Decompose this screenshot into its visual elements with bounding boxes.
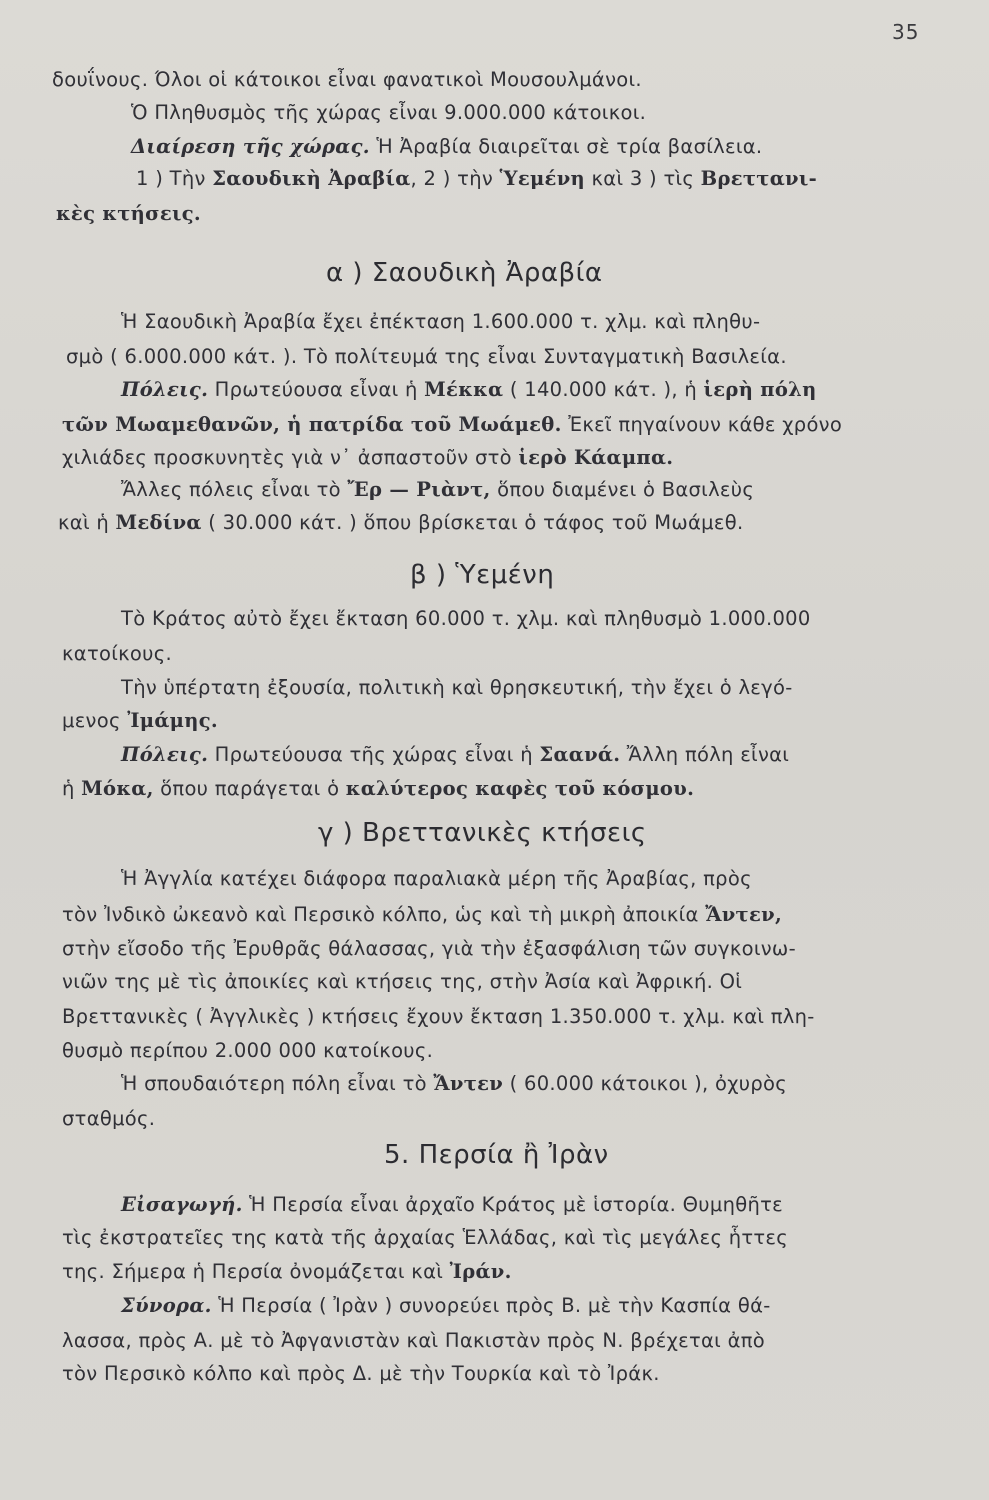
text: κατοίκους. [62,642,172,665]
text-line [131,135,762,158]
text: λασσα, πρὸς Α. μὲ τὸ Ἀφγανιστὰν καὶ Πακιστὰν πρὸς Ν. βρέχεται ἀπὸ [62,1329,765,1352]
text: ἡ [62,777,82,800]
text: ( 60.000 κάτοικοι ), ὀχυρὸς [503,1072,788,1095]
text-line [52,68,642,91]
bold-term: Σαουδικὴ Ἀραβία [212,167,411,190]
text: Ὁ Πληθυσμὸς τῆς χώρας εἶναι 9.000.000 κάτοικοι. [131,101,647,124]
text: Ἡ Ἀγγλία κατέχει διάφορα παραλιακὰ μέρη τῆς Ἀραβίας, πρὸς [121,867,752,890]
text-line [62,1107,155,1130]
text-line [66,345,787,368]
text: Ἡ Περσία ( Ἰρὰν ) συνορεύει πρὸς Β. μὲ τὴν Κασπία θά- [211,1294,771,1317]
text: καὶ 3 ) τὶς [585,167,701,190]
text-line [62,1005,815,1028]
text: Ἐκεῖ πηγαίνουν κάθε χρόνο [561,413,843,436]
text-line [131,101,646,124]
bold-term: κὲς κτήσεις. [56,202,201,225]
bold-term: ἱερὸ Κάαμπα. [518,446,674,469]
text-line [121,1294,771,1317]
text-line [56,202,201,225]
text-line [62,642,172,665]
text-line [58,511,743,534]
run-in-label: Πόλεις. [121,378,209,401]
text: καὶ ἡ [58,511,116,534]
bold-term: Σαανά. [539,743,621,766]
text-line [121,1193,783,1216]
text: στὴν εἴσοδο τῆς Ἐρυθρᾶς θάλασσας, γιὰ τὴν ἐξασφάλιση τῶν συγκοινω- [62,937,796,960]
text-line [62,1260,512,1283]
text-line [62,1039,433,1062]
text-line [121,310,760,333]
page-number: 35 [892,20,920,44]
run-in-label: Διαίρεση τῆς χώρας. [131,135,370,158]
text: ὅπου παράγεται ὁ [153,777,346,800]
text: Ἄλλες πόλεις εἶναι τὸ [121,478,348,501]
text-line [136,167,817,190]
run-in-label: Σύνορα. [121,1294,212,1317]
text: θυσμὸ περίπου 2.000 000 κατοίκους. [62,1039,434,1062]
run-in-label: Πόλεις. [121,743,209,766]
text: Ἡ σπουδαιότερη πόλη εἶναι τὸ [121,1072,434,1095]
bold-term: Ἄντεν, [705,903,783,926]
text-line [121,378,817,401]
text: τὸν Περσικὸ κόλπο καὶ πρὸς Δ. μὲ τὴν Τουρκία καὶ τὸ Ἰράκ. [62,1362,660,1385]
text: Ἄλλη πόλη εἶναι [620,743,790,766]
bold-term: Ἰράν. [449,1260,512,1283]
bold-term: Μόκα, [81,777,154,800]
bold-term: Μεδίνα [115,511,202,534]
text: Πρωτεύουσα εἶναι ἡ [208,378,425,401]
run-in-label: Εἰσαγωγή. [121,1193,243,1216]
text-line [121,1072,787,1095]
text: Τὴν ὑπέρτατη ἐξουσία, πολιτικὴ καὶ θρησκευτική, τὴν ἔχει ὁ λεγό- [121,676,793,699]
text-line [62,903,782,926]
text: Βρεττανικὲς ( Ἀγγλικὲς ) κτήσεις ἔχουν ἔκταση 1.350.000 τ. χλμ. καὶ πλη- [62,1005,815,1028]
text-line [62,937,796,960]
text: δουΐνους. Όλοι οἱ κάτοικοι εἶναι φανατικοὶ Μουσουλμάνοι. [52,68,642,91]
bold-term: Ἄντεν [433,1072,504,1095]
bold-term: τῶν Μωαμεθανῶν, ἡ πατρίδα τοῦ Μωάμεθ. [62,413,562,436]
text: , 2 ) τὴν [410,167,500,190]
text: Πρωτεύουσα τῆς χώρας εἶναι ἡ [208,743,540,766]
text-line [62,1362,660,1385]
bold-term: Ἰμάμης. [127,709,218,732]
text: Ἡ Ἀραβία διαιρεῖται σὲ τρία βασίλεια. [369,135,763,158]
text-line [121,607,811,630]
text: νιῶν της μὲ τὶς ἀποικίες καὶ κτήσεις της, στὴν Ἀσία καὶ Ἀφρική. Οἱ [62,970,743,993]
bold-term: Ὑεμένη [499,167,586,190]
text: τὶς ἐκστρατεῖες της κατὰ τῆς ἀρχαίας Ἑλλάδας, καὶ τὶς μεγάλες ἧττες [62,1226,789,1249]
text: της. Σήμερα ἡ Περσία ὀνομάζεται καὶ [62,1260,450,1283]
bold-term: Βρεττανι- [700,167,817,190]
text: χιλιάδες προσκυνητὲς γιὰ ν᾽ ἀσπαστοῦν στὸ [62,446,519,469]
text-line [121,676,793,699]
text: σταθμός. [62,1107,156,1130]
text-line [62,413,842,436]
text-line [62,446,673,469]
text-line [62,970,742,993]
text: Ἡ Σαουδικὴ Ἀραβία ἔχει ἐπέκταση 1.600.000 τ. χλμ. καὶ πληθυ- [121,310,761,333]
bold-term: Μέκκα [424,378,504,401]
text: ὅπου διαμένει ὁ Βασιλεὺς [490,478,755,501]
text: 1 ) Τὴν [136,167,213,190]
text-line [121,743,789,766]
text-line [62,777,694,800]
section-heading: 5. Περσία ἢ Ἰρὰν [384,1140,609,1170]
text: τὸν Ἰνδικὸ ὠκεανὸ καὶ Περσικὸ κόλπο, ὡς καὶ τὴ μικρὴ ἀποικία [62,903,706,926]
section-heading: α ) Σαουδικὴ Ἀραβία [326,258,603,288]
text: ( 140.000 κάτ. ), ἡ [503,378,704,401]
text: σμὸ ( 6.000.000 κάτ. ). Τὸ πολίτευμά της εἶναι Συνταγματικὴ Βασιλεία. [66,345,787,368]
text-line [62,709,218,732]
text: Ἡ Περσία εἶναι ἀρχαῖο Κράτος μὲ ἱστορία. Θυμηθῆτε [242,1193,784,1216]
text: μενος [62,709,128,732]
section-heading: γ ) Βρεττανικὲς κτήσεις [318,818,647,848]
text-line [62,1329,765,1352]
text-line [62,1226,788,1249]
bold-term: Ἔρ — Ριὰντ, [347,478,491,501]
section-heading: β ) Ὑεμένη [410,560,555,590]
text: Τὸ Κράτος αὐτὸ ἔχει ἔκταση 60.000 τ. χλμ. καὶ πληθυσμὸ 1.000.000 [121,607,811,630]
bold-term: ἱερὴ πόλη [703,378,817,401]
text-line [121,478,754,501]
text: ( 30.000 κάτ. ) ὅπου βρίσκεται ὁ τάφος τοῦ Μωάμεθ. [201,511,744,534]
text-line [121,867,752,890]
bold-term: καλύτερος καφὲς τοῦ κόσμου. [345,777,695,800]
